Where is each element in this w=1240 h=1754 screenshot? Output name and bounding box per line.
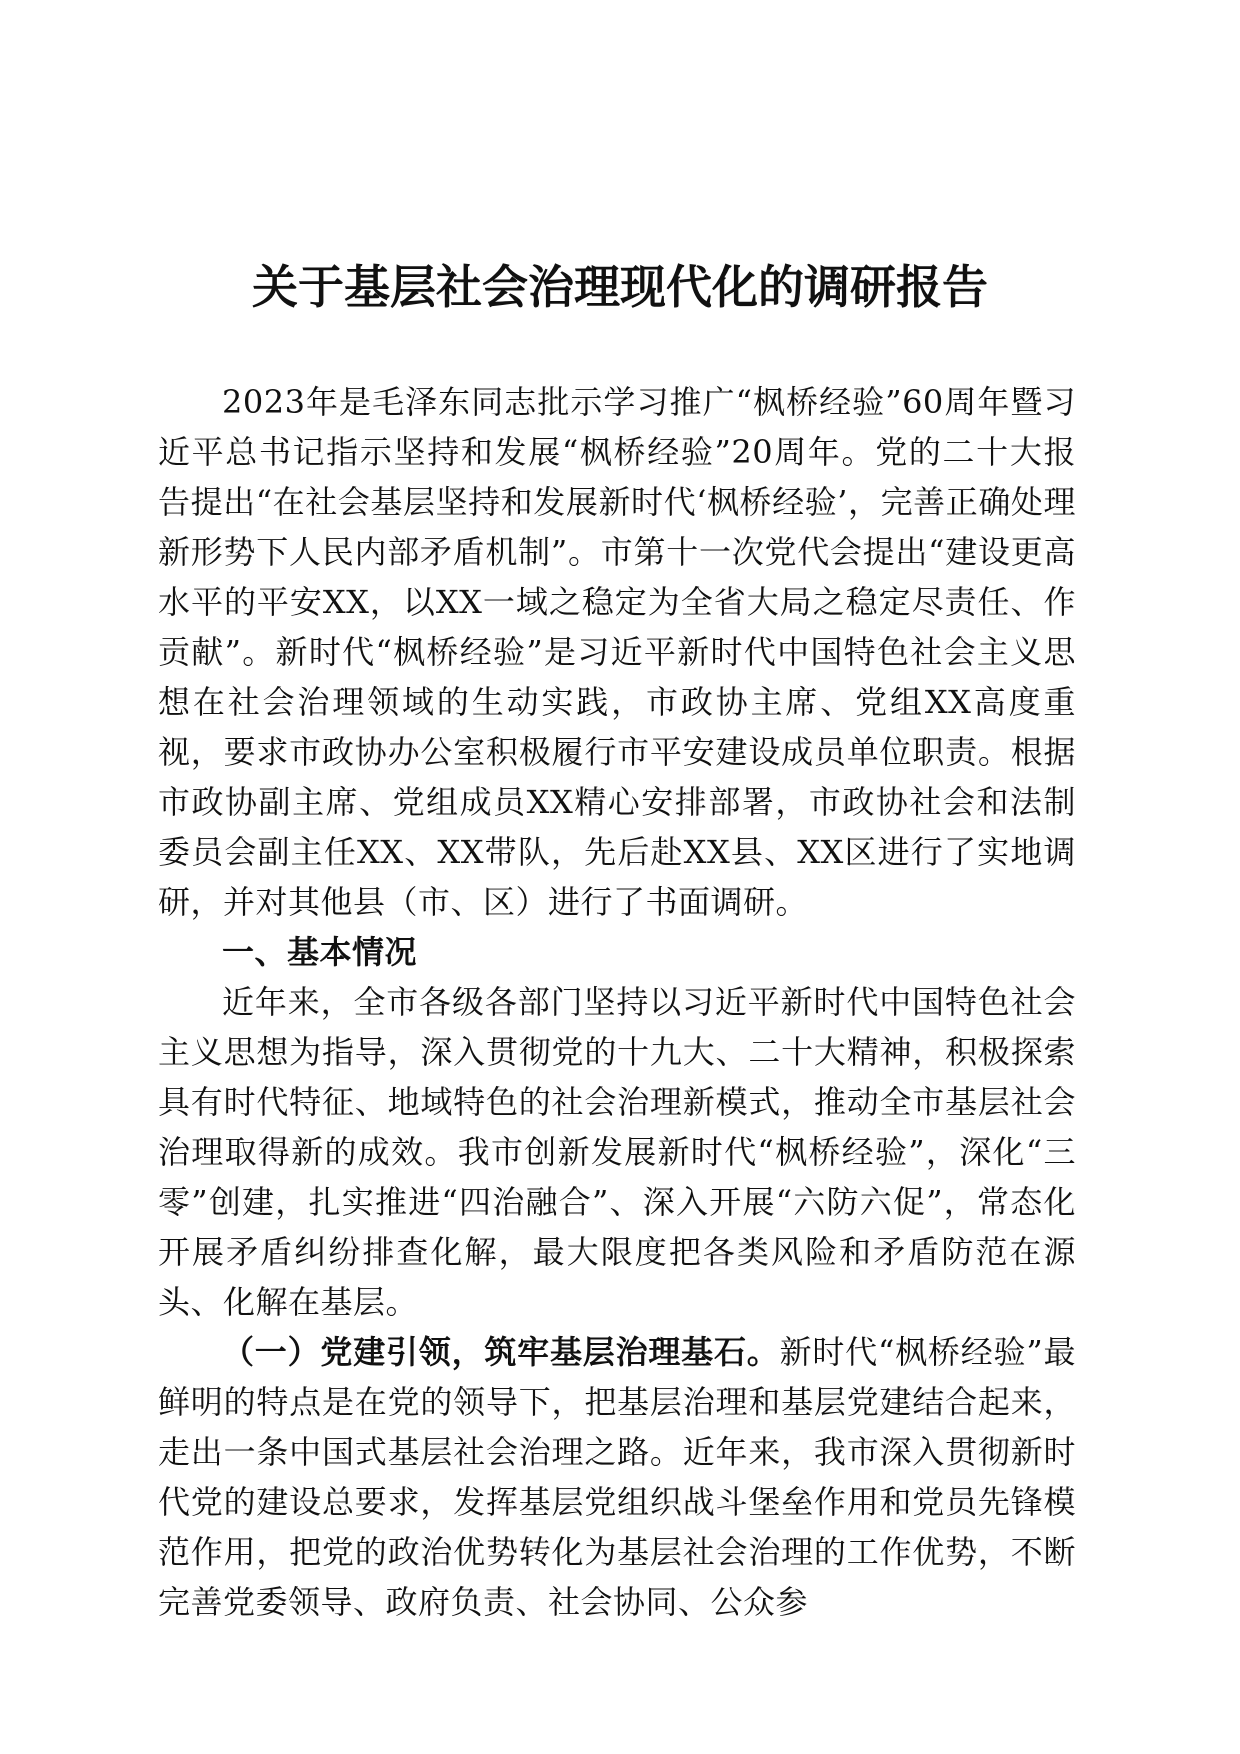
document-title: 关于基层社会治理现代化的调研报告 [252, 260, 988, 314]
intro-paragraph: 2023年是毛泽东同志批示学习推广“枫桥经验”60周年暨习近平总书记指示坚持和发展“枫桥经验”20周年。党的二十大报告提出“在社会基层坚持和发展新时代‘枫桥经验’，完善正确处理新形势下人民内部矛盾机制”。市第十一次党代会提出“建设更高水平的平安XX，以XX一域之稳定为全省大局之稳定尽责任、作贡献”。新时代“枫桥经验”是习近平新时代中国特色社会主义思想在社会治理领域的生动实践，市政协主席、党组XX高度重视，要求市政协办公室积极履行市平安建设成员单位职责。根据市政协副主席、党组成员XX精心安排部署，市政协社会和法制委员会副主任XX、XX带队，先后赴XX县、XX区进行了实地调研，并对其他县（市、区）进行了书面调研。 [158, 383, 1076, 921]
party-building-text: 新时代“枫桥经验”最鲜明的特点是在党的领导下，把基层治理和基层党建结合起来，走出一条中国式基层社会治理之路。近年来，我市深入贯彻新时代党的建设总要求，发挥基层党组织战斗堡垒作用和党员先锋模范作用，把党的政治优势转化为基层社会治理的工作优势，不断完善党委领导、政府负责、社会协同、公众参 [158, 1333, 1076, 1621]
subsection-lead-party-building: （一）党建引领，筑牢基层治理基石。 [222, 1333, 780, 1371]
party-building-paragraph [158, 1327, 1076, 1627]
document-body [158, 377, 1076, 1627]
basic-situation-paragraph: 近年来，全市各级各部门坚持以习近平新时代中国特色社会主义思想为指导，深入贯彻党的十九大、二十大精神，积极探索具有时代特征、地域特色的社会治理新模式，推动全市基层社会治理取得新的成效。我市创新发展新时代“枫桥经验”，深化“三零”创建，扎实推进“四治融合”、深入开展“六防六促”，常态化开展矛盾纠纷排查化解，最大限度把各类风险和矛盾防范在源头、化解在基层。 [158, 983, 1076, 1321]
section-heading-basic-situation: 一、基本情况 [222, 933, 418, 971]
